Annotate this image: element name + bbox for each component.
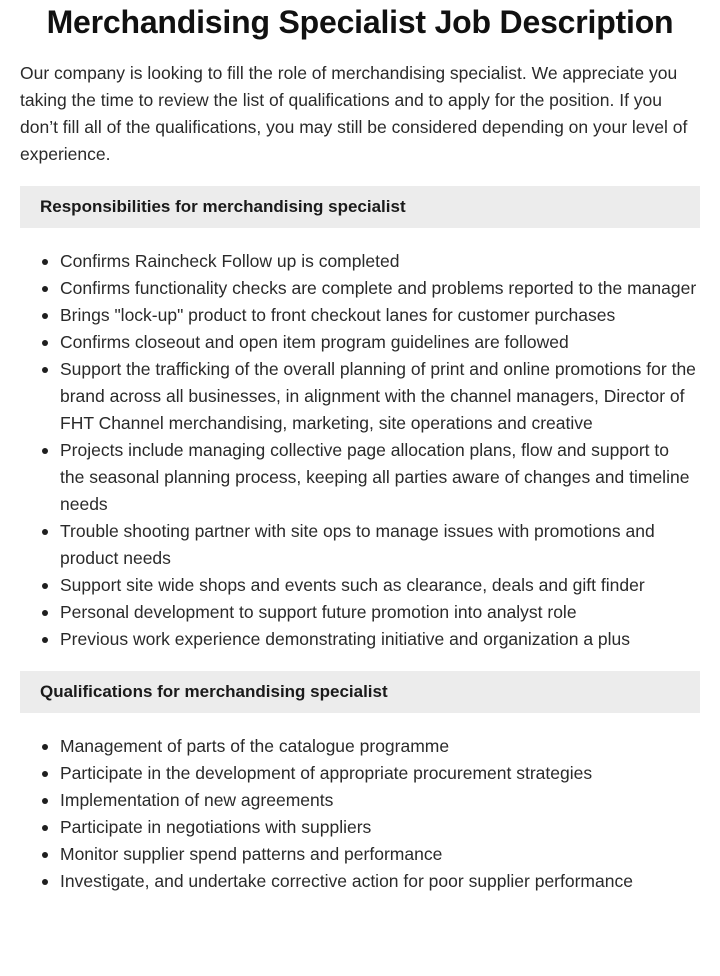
list-item: Trouble shooting partner with site ops to manage issues with promotions and product needs <box>20 518 700 572</box>
list-item: Confirms functionality checks are complete and problems reported to the manager <box>20 275 700 302</box>
intro-paragraph: Our company is looking to fill the role of merchandising specialist. We appreciate you taking the time to review the list of qualifications and to apply for the position. If you don’t fill all of the qualifications, you may still be considered depending on your level of experience. <box>20 63 688 164</box>
list-item: Confirms closeout and open item program guidelines are followed <box>20 329 700 356</box>
list-item: Confirms Raincheck Follow up is completed <box>20 248 700 275</box>
list-item: Previous work experience demonstrating initiative and organization a plus <box>20 626 700 653</box>
page-title: Merchandising Specialist Job Description <box>46 4 674 40</box>
list-item: Personal development to support future promotion into analyst role <box>20 599 700 626</box>
list-item: Participate in the development of appropriate procurement strategies <box>20 760 700 787</box>
list-item: Projects include managing collective page allocation plans, flow and support to the seasonal planning process, keeping all parties aware of changes and timeline needs <box>20 437 700 518</box>
list-item: Implementation of new agreements <box>20 787 700 814</box>
list-item: Investigate, and undertake corrective action for poor supplier performance <box>20 868 700 895</box>
responsibilities-list <box>20 248 700 653</box>
responsibilities-heading: Responsibilities for merchandising specialist <box>20 186 700 228</box>
list-item: Management of parts of the catalogue programme <box>20 733 700 760</box>
qualifications-heading: Qualifications for merchandising specialist <box>20 671 700 713</box>
list-item: Support site wide shops and events such as clearance, deals and gift finder <box>20 572 700 599</box>
list-item: Monitor supplier spend patterns and performance <box>20 841 700 868</box>
list-item: Participate in negotiations with suppliers <box>20 814 700 841</box>
qualifications-list <box>20 733 700 895</box>
list-item: Brings "lock-up" product to front checkout lanes for customer purchases <box>20 302 700 329</box>
list-item: Support the trafficking of the overall planning of print and online promotions for the brand across all businesses, in alignment with the channel managers, Director of FHT Channel merchandising, marketing, site operations and creative <box>20 356 700 437</box>
